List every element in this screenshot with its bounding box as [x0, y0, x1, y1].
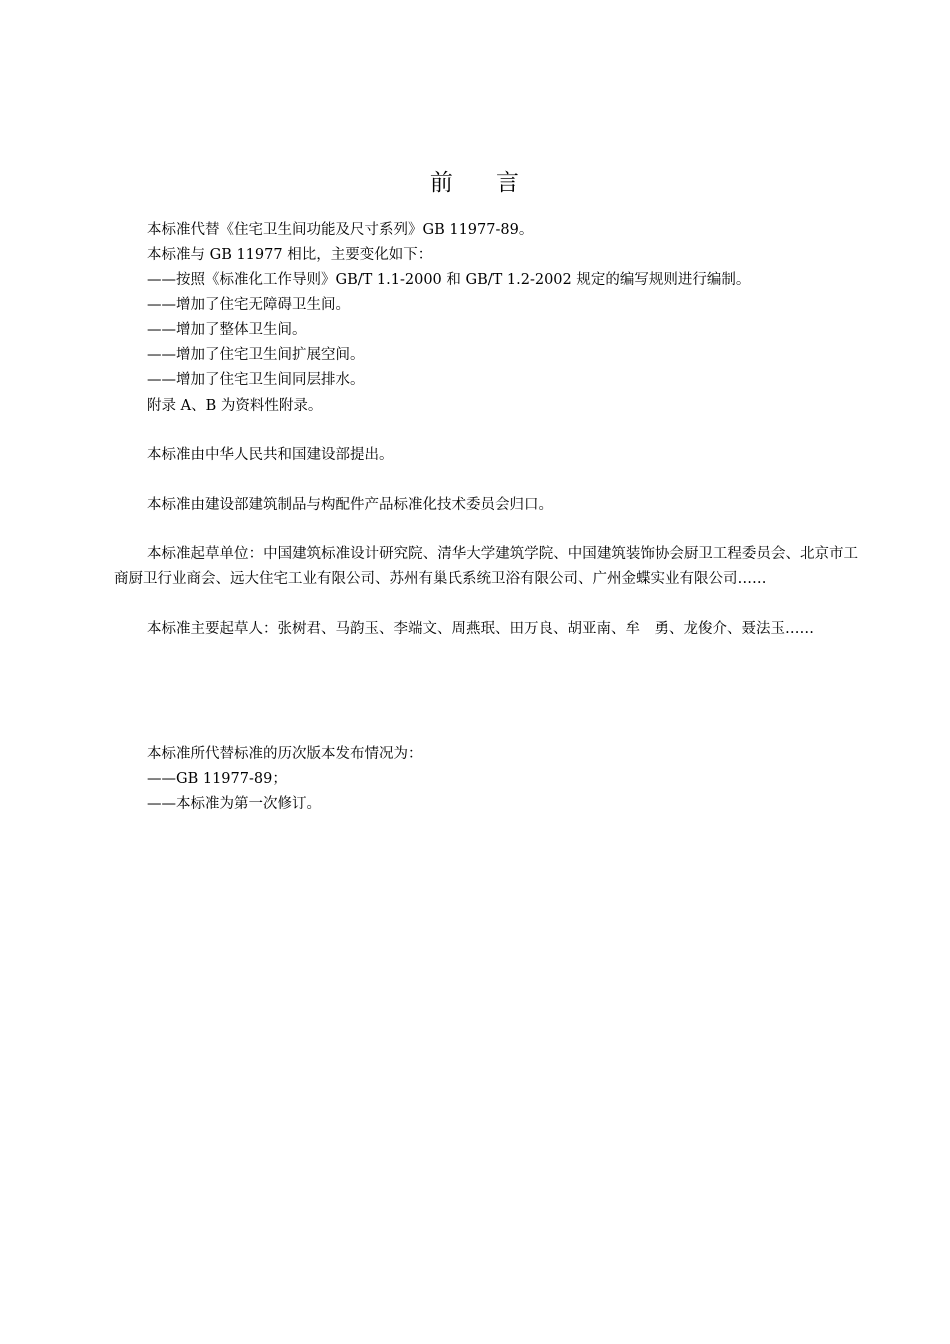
changes-intro: 本标准与 GB 11977 相比，主要变化如下：: [147, 247, 433, 263]
history-intro: 本标准所代替标准的历次版本发布情况为：: [147, 746, 423, 762]
title-part-1: 前: [429, 170, 454, 196]
change-item-5: ——增加了住宅卫生间同层排水。: [147, 372, 365, 388]
centralized-by: 本标准由建设部建筑制品与构配件产品标准化技术委员会归口。: [147, 497, 553, 513]
main-drafters: 本标准主要起草人：张树君、马韵玉、李端文、周燕珉、田万良、胡亚南、牟 勇、龙俊介、聂法玉……: [147, 621, 814, 637]
page-title: [0, 164, 950, 197]
change-item-3: ——增加了整体卫生间。: [147, 322, 307, 338]
proposed-by: 本标准由中华人民共和国建设部提出。: [147, 447, 394, 463]
change-item-1: ——按照《标准化工作导则》GB/T 1.1-2000 和 GB/T 1.2-2002 规定的编写规则进行编制。: [147, 272, 751, 288]
history-item-1: ——GB 11977-89；: [147, 771, 287, 787]
history-item-2: ——本标准为第一次修订。: [147, 796, 321, 812]
change-item-4: ——增加了住宅卫生间扩展空间。: [147, 347, 365, 363]
title-part-2: 言: [496, 170, 521, 196]
change-item-2: ——增加了住宅无障碍卫生间。: [147, 297, 350, 313]
replacement-statement: 本标准代替《住宅卫生间功能及尺寸系列》GB 11977-89。: [147, 222, 534, 238]
drafting-units: 本标准起草单位：中国建筑标准设计研究院、清华大学建筑学院、中国建筑装饰协会厨卫工程委员会、北京市工商厨卫行业商会、远大住宅工业有限公司、苏州有巢氏系统卫浴有限公司、广州金蝶实业有限公司……: [114, 546, 858, 587]
appendix-note: 附录 A、B 为资料性附录。: [147, 398, 323, 414]
